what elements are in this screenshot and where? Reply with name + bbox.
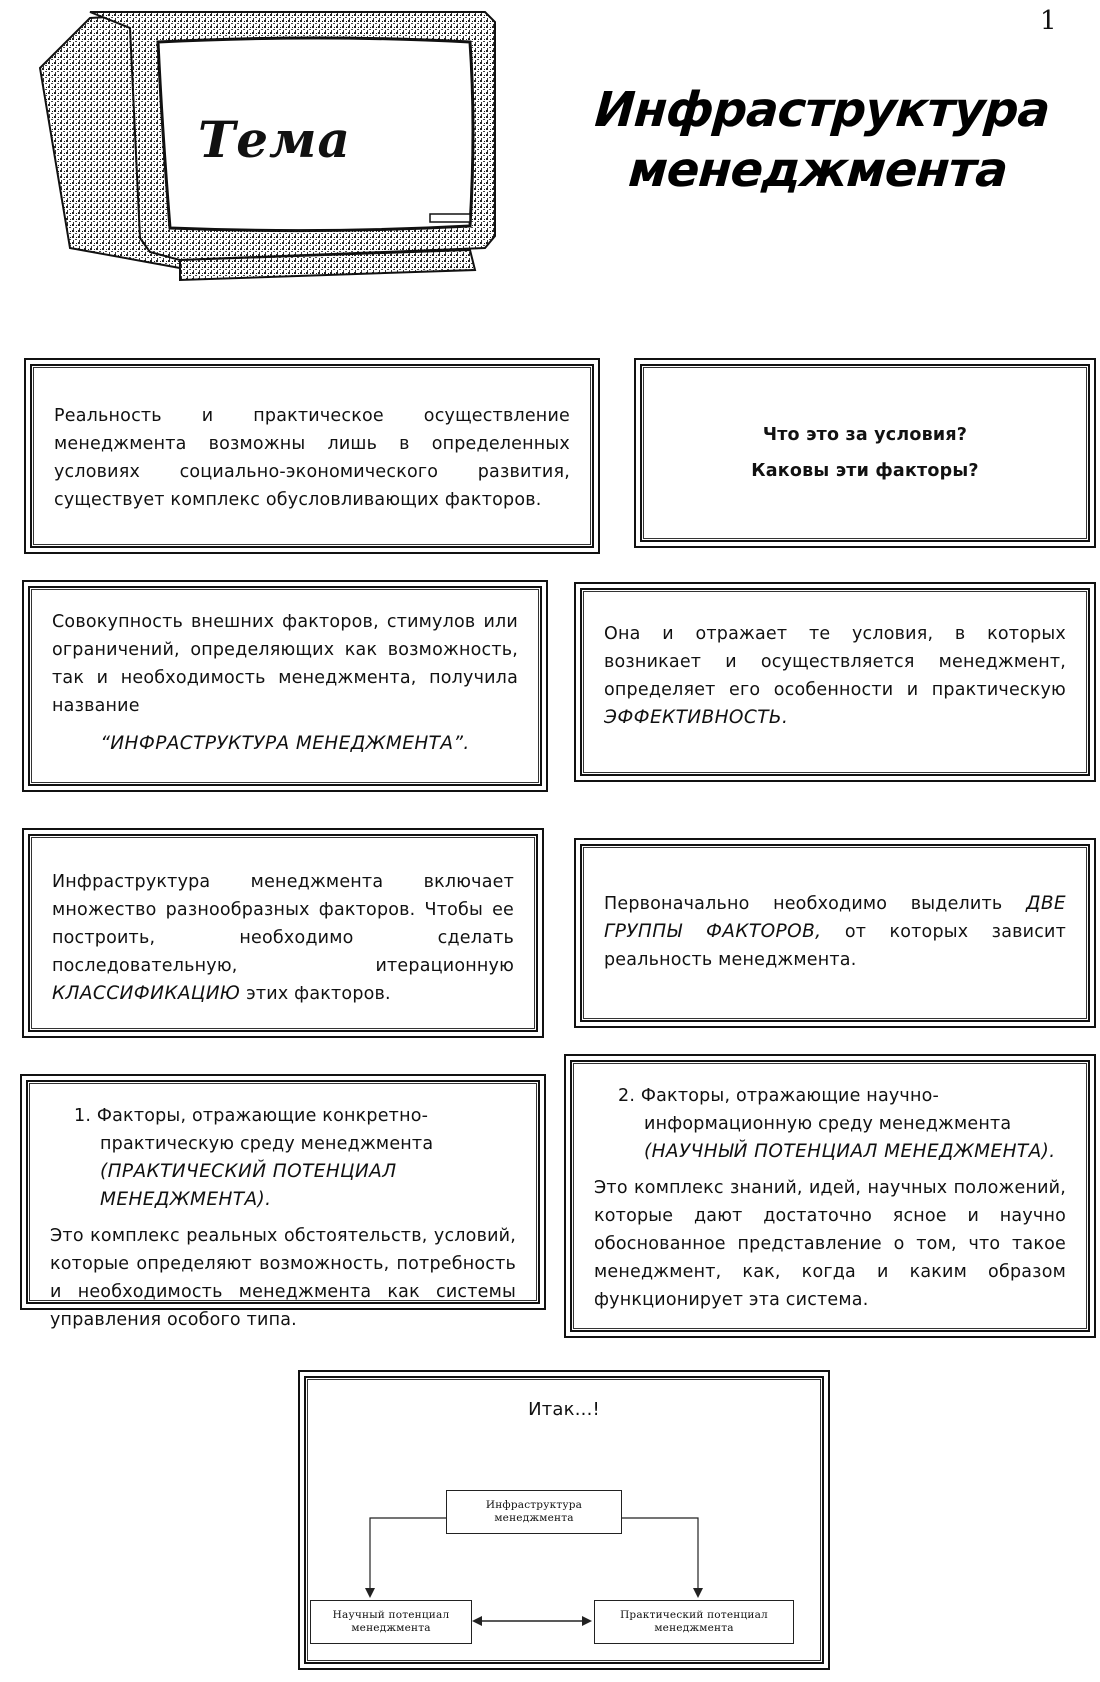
- node-infrastructure-line2: менеджмента: [494, 1512, 574, 1524]
- diagram-content: [304, 1376, 824, 1664]
- monitor-illustration: [30, 8, 515, 298]
- arrow-right-icon: [582, 1616, 592, 1626]
- arrow-down-left-icon: [365, 1588, 375, 1598]
- includes-term: КЛАССИФИКАЦИЮ: [52, 983, 241, 1004]
- reality-text: Реальность и практическое осуществление менеджмента возможны лишь в определенных условиях социально-экономического развития, существует комплекс обусловливающих факторов.: [30, 364, 594, 548]
- arrow-down-right-icon: [693, 1588, 703, 1598]
- factor1-head-text: 1. Факторы, отражающие конкретно-практическую среду менеджмента: [74, 1106, 434, 1154]
- includes-tail: этих факторов.: [246, 984, 391, 1004]
- reflects-content: [580, 588, 1090, 776]
- node-infrastructure-line1: Инфраструктура: [485, 1499, 583, 1511]
- factor2-term: (НАУЧНЫЙ ПОТЕНЦИАЛ МЕНЕДЖМЕНТА).: [644, 1141, 1056, 1162]
- factor2-box: [564, 1054, 1096, 1338]
- includes-box: [22, 828, 544, 1038]
- node-practical-line1: Практический потенциал: [620, 1609, 768, 1621]
- question-2: Каковы эти факторы?: [751, 461, 979, 481]
- factor1-head: [50, 1102, 516, 1214]
- title-line-1: Инфраструктура: [593, 82, 1052, 138]
- node-scientific: [310, 1600, 472, 1644]
- page-title: [556, 80, 1084, 200]
- title-line-2: менеджмента: [626, 142, 1009, 198]
- reflects-box: [574, 582, 1096, 782]
- definition-box: [22, 580, 548, 792]
- reflects-text: Она и отражает те условия, в которых возникает и осуществляется менеджмент, определяет его особенности и практическую: [604, 624, 1066, 700]
- groups-box: [574, 838, 1096, 1028]
- factor2-desc: Это комплекс знаний, идей, научных положений, которые дают достаточно ясное и научно обоснованное представление о том, что такое менеджмент, как, когда и каким образом функционирует эта система.: [594, 1178, 1066, 1310]
- factor1-content: [26, 1080, 540, 1330]
- questions-content: [640, 364, 1090, 542]
- includes-content: [28, 834, 538, 1032]
- factor1-desc: Это комплекс реальных обстоятельств, условий, которые определяют возможность, потребность и необходимость менеджмента как системы управления особого типа.: [50, 1226, 516, 1330]
- includes-text: Инфраструктура менеджмента включает множество разнообразных факторов. Чтобы ее построить, необходимо сделать последовательную, итерационную: [52, 872, 514, 976]
- node-scientific-line1: Научный потенциал: [332, 1609, 450, 1621]
- factor2-content: [570, 1060, 1090, 1332]
- diagram-title: Итак...!: [528, 1399, 600, 1420]
- factor2-head: [594, 1082, 1066, 1166]
- groups-text: Первоначально необходимо выделить: [604, 894, 1003, 914]
- reality-box: [24, 358, 600, 554]
- questions-box: [634, 358, 1096, 548]
- screen-label: Тема: [198, 110, 351, 169]
- groups-content: [580, 844, 1090, 1022]
- groups-term: ДВЕ ГРУППЫ ФАКТОРОВ,: [604, 893, 1067, 942]
- reflects-term: ЭФФЕКТИВНОСТЬ.: [604, 707, 789, 728]
- factor1-term: (ПРАКТИЧЕСКИЙ ПОТЕНЦИАЛ МЕНЕДЖМЕНТА).: [100, 1161, 397, 1210]
- definition-text: Совокупность внешних факторов, стимулов или ограничений, определяющих как возможность, так и необходимость менеджмента, получила название: [52, 612, 518, 716]
- node-practical: [594, 1600, 794, 1644]
- groups-tail: от которых зависит реальность менеджмента.: [604, 922, 1066, 970]
- node-scientific-line2: менеджмента: [351, 1622, 431, 1634]
- definition-content: [28, 586, 542, 786]
- page-number: 1: [1040, 6, 1057, 36]
- node-infrastructure: [446, 1490, 622, 1534]
- factor2-head-text: 2. Факторы, отражающие научно-информационную среду менеджмента: [618, 1086, 1012, 1134]
- arrow-left-icon: [472, 1616, 482, 1626]
- summary-diagram: [298, 1370, 830, 1670]
- definition-term: “ИНФРАСТРУКТУРА МЕНЕДЖМЕНТА”.: [100, 733, 470, 754]
- node-practical-line2: менеджмента: [654, 1622, 734, 1634]
- question-1: Что это за условия?: [762, 425, 968, 445]
- factor1-box: [20, 1074, 546, 1330]
